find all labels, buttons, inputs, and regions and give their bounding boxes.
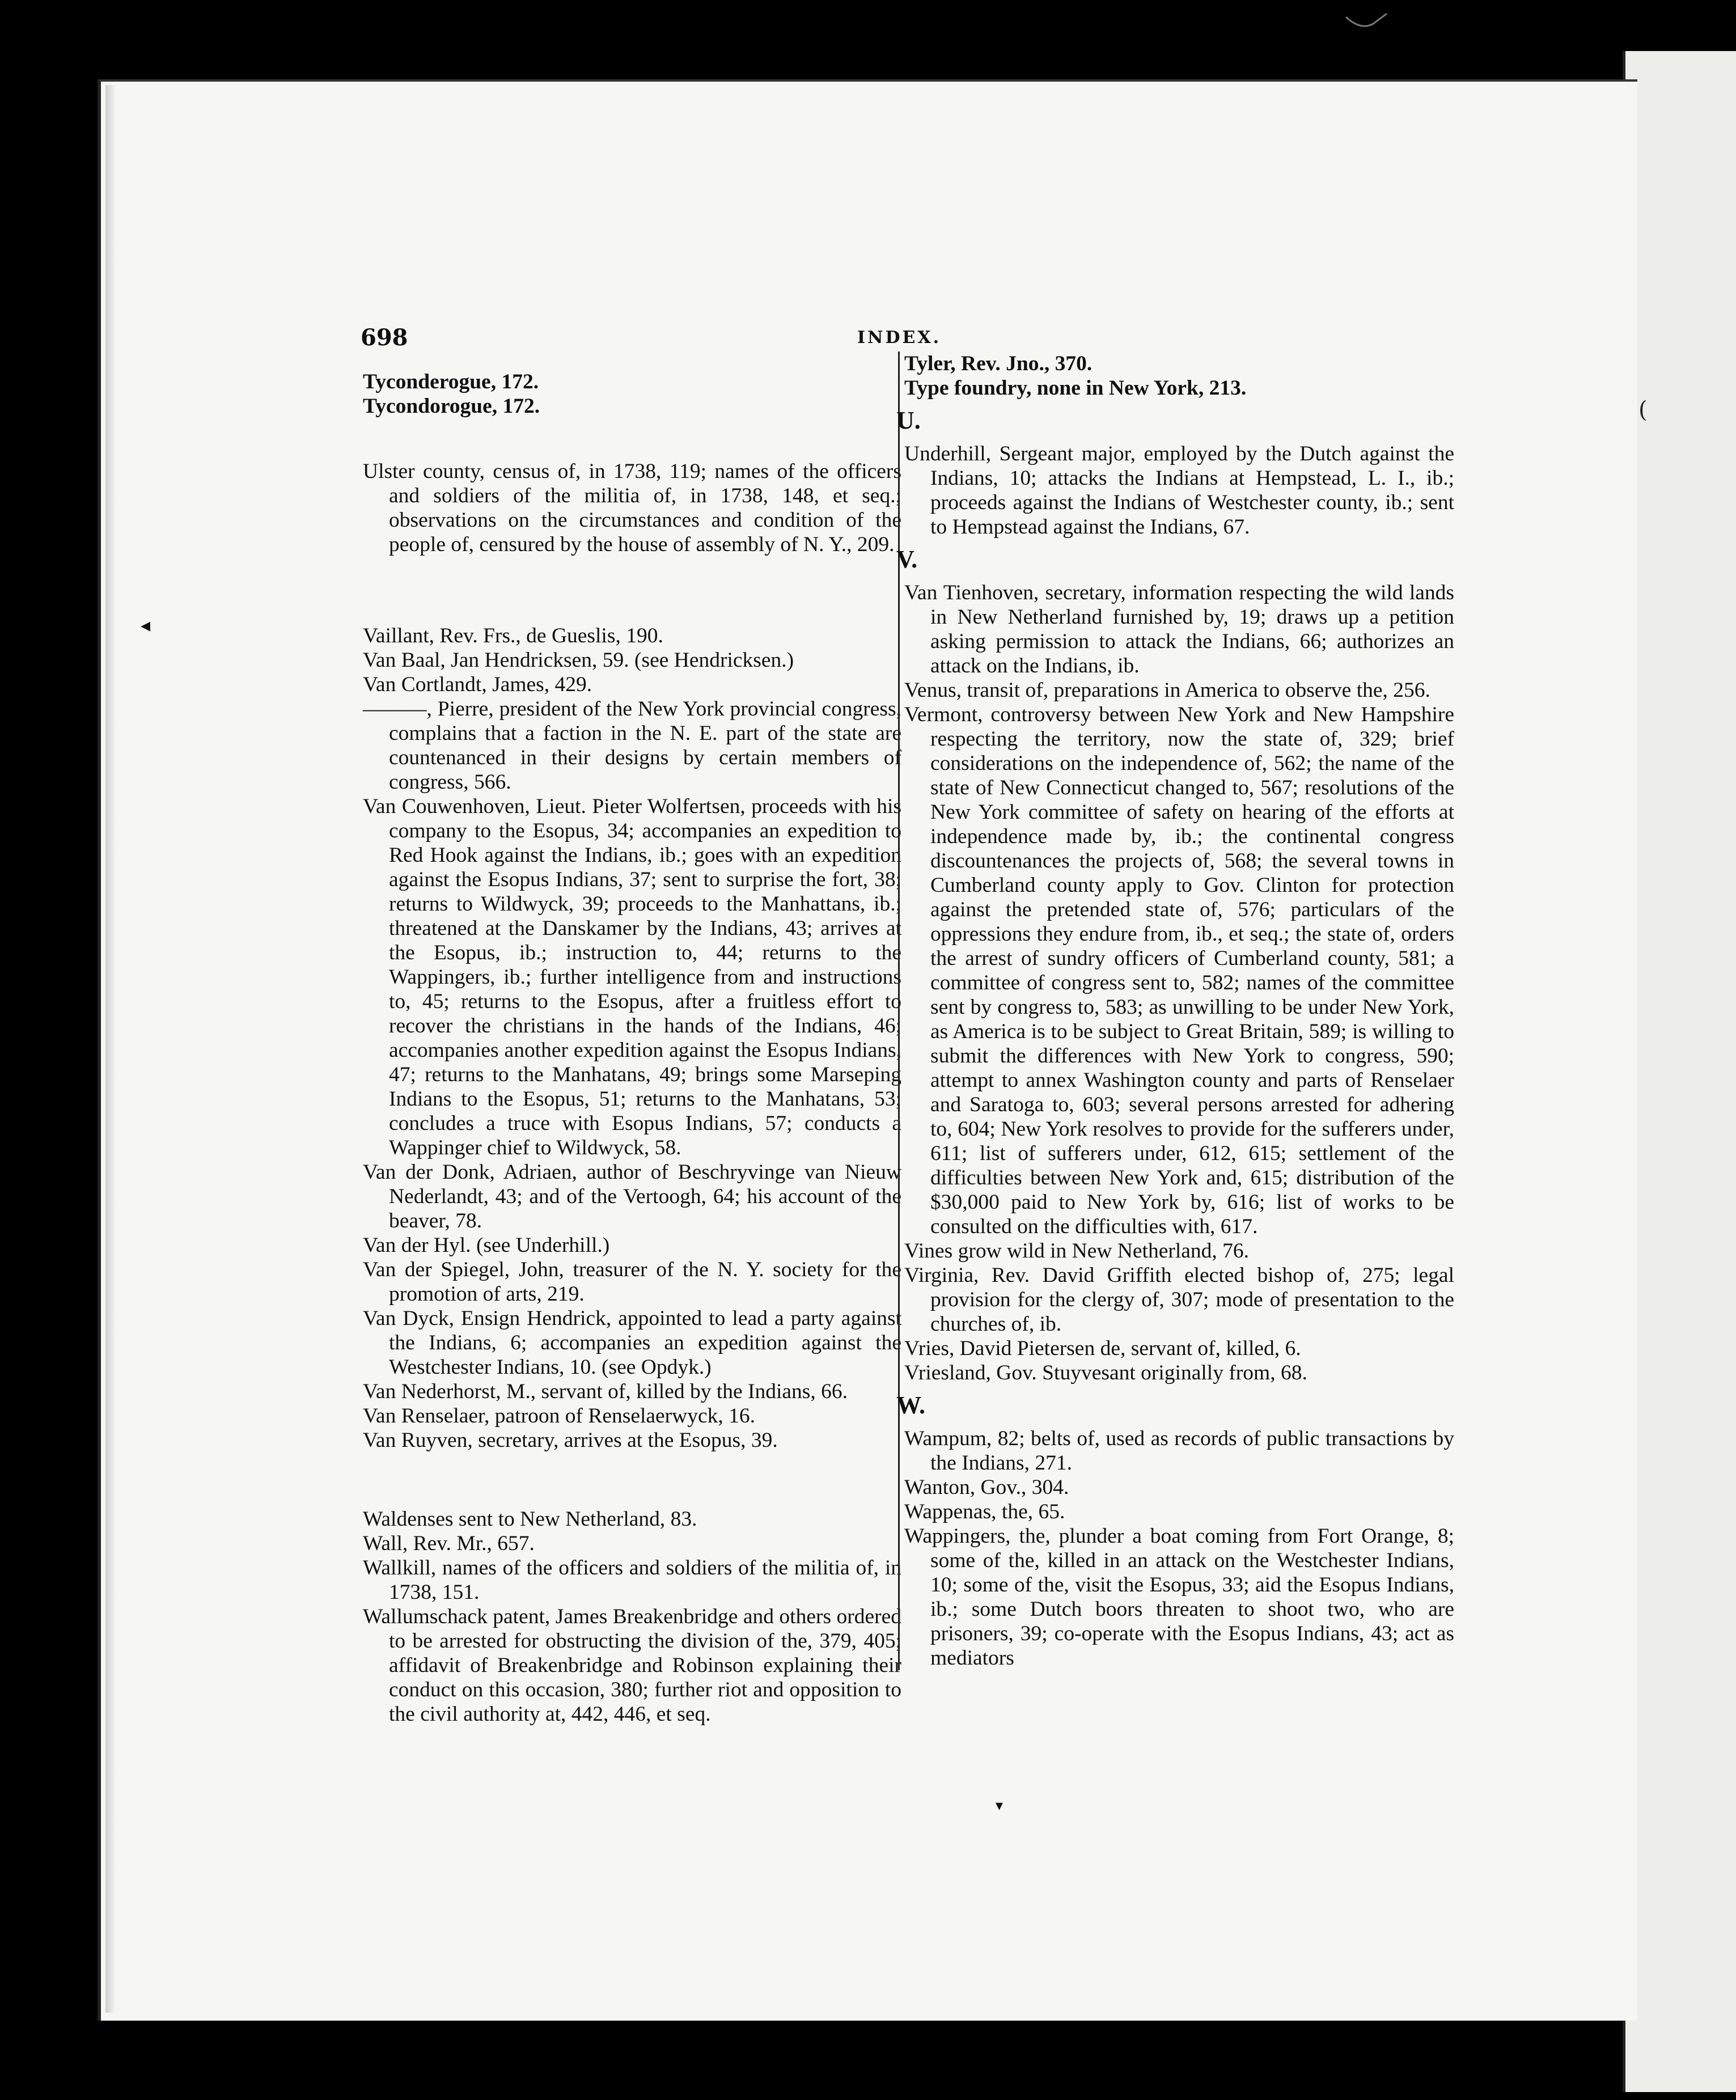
index-entry: Vriesland, Gov. Stuyvesant originally from, 68.: [904, 1361, 1307, 1385]
left-index-column: [363, 370, 901, 1726]
index-entry: Wappenas, the, 65.: [904, 1500, 1065, 1523]
index-entry: Vines grow wild in New Netherland, 76.: [904, 1239, 1250, 1263]
index-entry: Type foundry, none in New York, 213.: [904, 376, 1247, 400]
index-entry: Van der Spiegel, John, treasurer of the N. Y. society for the promotion of arts, 219.: [363, 1258, 901, 1306]
index-entry: Vries, David Pietersen de, servant of, killed, 6.: [904, 1337, 1301, 1360]
index-entry: Venus, transit of, preparations in America to observe the, 256.: [904, 679, 1430, 702]
index-entry: Van Cortlandt, James, 429.: [363, 673, 592, 696]
index-entry: Vaillant, Rev. Frs., de Gueslis, 190.: [363, 624, 663, 647]
index-entry: Underhill, Sergeant major, employed by the Dutch against the Indians, 10; attacks the Indians at Hempstead, L. I., ib.; proceeds against the Indians of Westchester county, ib.; sent to Hempstead against the Indians, 67.: [904, 442, 1454, 539]
index-entry: Van der Donk, Adriaen, author of Beschryvinge van Nieuw Nederlandt, 43; and of the Vertoogh, 64; his account of the beaver, 78.: [363, 1161, 901, 1233]
margin-mark-icon: (: [1638, 397, 1648, 423]
index-entry: Wampum, 82; belts of, used as records of public transactions by the Indians, 271.: [904, 1427, 1454, 1475]
adjacent-page-edge: [1623, 51, 1736, 2092]
right-index-column: [898, 352, 1454, 1670]
index-entry: Vermont, controversy between New York and New Hampshire respecting the territory, now the state of, 329; brief considerations on the independence of, 562; the name of the state of New Connecticut changed to, 567; resolutions of the New York committee of safety on hearing of the efforts at independence made by, ib.; the continental congress discountenances the projects of, 568; the several towns in Cumberland county apply to Gov. Clinton for protection against the pretended state of, 576; particulars of the oppressions they endure from, ib., et seq.; the state of, orders the arrest of sundry officers of Cumberland county, 581; a committee of congress sent to, 582; names of the committee sent by congress to, 583; as unwilling to be under New York, as America is to be subject to Great Britain, 589; is willing to submit the differences with New York to congress, 590; attempt to annex Washington county and parts of Renselaer and Saratoga to, 603; several persons arrested for adhering to, 604; New York resolves to provide for the sufferers under, 611; list of sufferers under, 612, 615; settlement of the difficulties between New York and, 615; distribution of the $30,000 paid to New York by, 616; list of works to be consulted on the difficulties with, 617.: [904, 703, 1454, 1238]
index-entry: Tyconderogue, 172.: [363, 370, 539, 393]
margin-dot-icon: ◂: [141, 614, 151, 637]
index-entry: Van Dyck, Ensign Hendrick, appointed to lead a party against the Indians, 6; accompanies an expedition against the Westchester Indians, 10. (see Opdyk.): [363, 1307, 901, 1379]
index-entry: Wall, Rev. Mr., 657.: [363, 1532, 535, 1555]
index-entry: Van Renselaer, patroon of Renselaerwyck, 16.: [363, 1404, 756, 1428]
index-entry: Ulster county, census of, in 1738, 119; names of the officers and soldiers of the militia of, in 1738, 148, et seq.; observations on the circumstances and condition of the people of, censured by the house of assembly of N. Y., 209.: [363, 460, 901, 556]
index-entry: Wappingers, the, plunder a boat coming from Fort Orange, 8; some of the, killed in an attack on the Westchester Indians, 10; some of the, visit the Esopus, 33; aid the Esopus Indians, ib.; some Dutch boors threaten to shoot two, who are prisoners, 39; co-operate with the Esopus Indians, 43; act as mediators: [904, 1525, 1454, 1670]
index-entry: Waldenses sent to New Netherland, 83.: [363, 1508, 697, 1531]
page-number: 698: [361, 324, 408, 351]
index-entry: Wanton, Gov., 304.: [904, 1476, 1069, 1499]
index-entry: Tycondorogue, 172.: [363, 395, 540, 418]
index-entry: Virginia, Rev. David Griffith elected bishop of, 275; legal provision for the clergy of, 307; mode of presentation to the churches of, ib.: [904, 1264, 1454, 1336]
index-entry: Van Couwenhoven, Lieut. Pieter Wolfertsen, proceeds with his company to the Esopus, 34; accompanies an expedition to Red Hook against the Indians, ib.; goes with an expedition against the Esopus Indians, 37; sent to surprise the fort, 38; returns to Wildwyck, 39; proceeds to the Manhattans, ib.; threatened at the Danskamer by the Indians, 43; arrives at the Esopus, ib.; instruction to, 44; returns to the Wappingers, ib.; further intelligence from and instructions to, 45; returns to the Esopus, after a fruitless effort to recover the christians in the hands of the Indians, 46; accompanies another expedition against the Esopus Indians, 47; returns to the Manhatans, 49; brings some Marseping Indians to the Esopus, 51; returns to the Manhatans, 53; concludes a truce with Esopus Indians, 57; conducts a Wappinger chief to Wildwyck, 58.: [363, 795, 901, 1159]
index-entry: Van der Hyl. (see Underhill.): [363, 1234, 610, 1257]
index-entry: Van Ruyven, secretary, arrives at the Esopus, 39.: [363, 1429, 778, 1452]
page-binding-shadow: [105, 85, 116, 2013]
index-entry: Wallumschack patent, James Breakenbridge and others ordered to be arrested for obstructing the division of the, 379, 405; affidavit of Breakenbridge and Robinson explaining their conduct on this occasion, 380; further riot and opposition to the civil authority at, 442, 446, et seq.: [363, 1605, 901, 1726]
section-letter: W.: [896, 1391, 925, 1419]
section-letter: U.: [896, 407, 921, 434]
running-head: INDEX.: [857, 328, 942, 348]
index-entry: Wallkill, names of the officers and soldiers of the militia of, in 1738, 151.: [363, 1556, 901, 1604]
section-letter: V.: [896, 545, 918, 573]
index-entry: Van Nederhorst, M., servant of, killed by the Indians, 66.: [363, 1380, 848, 1403]
index-entry: ———, Pierre, president of the New York provincial congress, complains that a faction in the N. E. part of the state are countenanced in their designs by certain members of congress, 566.: [363, 697, 901, 794]
index-entry: Van Baal, Jan Hendricksen, 59. (see Hendricksen.): [363, 649, 794, 672]
index-entry: Van Tienhoven, secretary, information respecting the wild lands in New Netherland furnished by, 19; draws up a petition asking permission to attack the Indians, 66; authorizes an attack on the Indians, ib.: [904, 581, 1454, 678]
scan-mark-icon: [1344, 11, 1389, 34]
section-gap: [363, 418, 901, 459]
section-gap: [363, 557, 901, 624]
index-entry: Tyler, Rev. Jno., 370.: [904, 352, 1093, 375]
section-gap: [363, 1453, 901, 1507]
printer-mark-icon: ▾: [996, 1797, 1004, 1814]
